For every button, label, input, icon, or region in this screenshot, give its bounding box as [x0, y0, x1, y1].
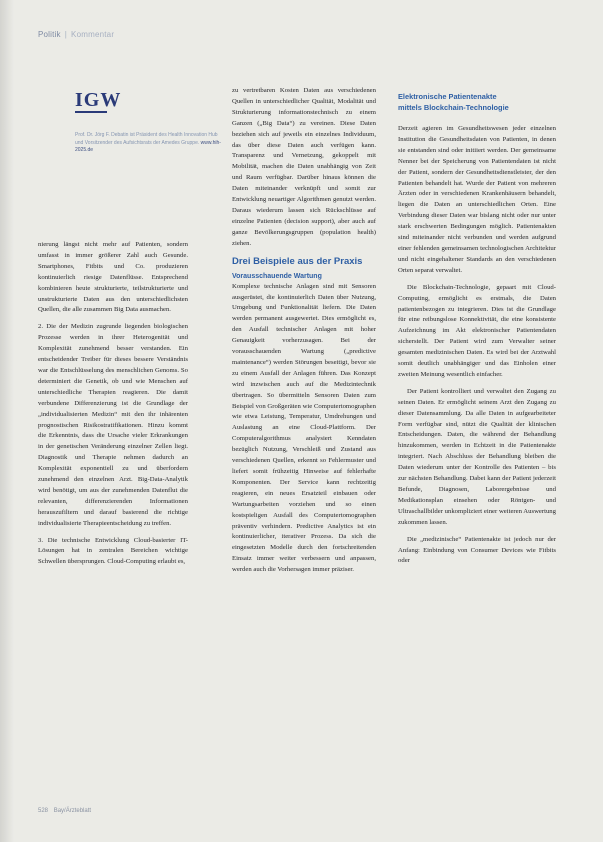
- logo-underline: [75, 111, 107, 113]
- paragraph: nierung längst nicht mehr auf Patienten, sondern umfasst in immer größerer Zahl auch Gesunde. Smartphones, Fitbits und Co. produzieren kontinuierlich riesige Datenflüsse. Entsprechend kombinieren heute strukturierte, teilstrukturierte und unstrukturierte Daten aus den unterschiedlichsten Quellen, die alle zusammen Big Data ausmachen.: [38, 241, 188, 314]
- subsection-label: Kommentar: [71, 30, 115, 39]
- bio-link[interactable]: www.hih-2025.de: [75, 139, 221, 154]
- right-heading-line1: Elektronische Patientenakte: [398, 92, 497, 101]
- page-number: 528: [38, 808, 49, 814]
- section-heading: Drei Beispiele aus der Praxis: [232, 255, 363, 267]
- right-heading-line2: mittels Blockchain-Technologie: [398, 102, 509, 112]
- paragraph: Der Patient kontrolliert und verwaltet den Zugang zu seinen Daten. Er ermöglicht seinem Arzt den Zugang zu dieser Datensammlung. Da alle Daten in aufgearbeiteter Form verfügbar sind, nützt die Qualität der klinischen Entscheidungen. Daten, die während der Behandlung hinzukommen, werden in Echtzeit in die Patientenakte integriert. Nach Abschluss der Behandlung bleiben die Daten wiederum unter der Kontrolle des Patienten – bis zur nächsten Behandlung. Dabei kann der Patient jederzeit Befunde, Diagnosen, Laborergebnisse und Medikationsplan einsehen oder Röntgen- und Ultraschallbilder unkompliziert einer weiteren Auswertung zukommen lassen.: [398, 387, 556, 526]
- paragraph: 2. Die der Medizin zugrunde liegenden biologischen Prozesse werden in ihrer Heterogenität und Komplexität zunehmend besser verstanden. Ein entscheidender Treiber für dieses bessere Verständnis war die Entschlüsselung des menschlichen Genoms. So determiniert die Genetik, ob und wie Menschen auf unterschiedliche Therapien reagieren. Die damit verbundene Differenzierung ist die Grundlage der „individualisierten Medizin“ mit den ihr inhärenten prognostischen Risikostratifikationen. Hinzu kommt die Erkenntnis, dass die Ursache vieler Erkrankungen in der genetischen Veränderung einzelner Zellen liegt. Diagnostik und Therapie nehmen dadurch an Komplexität exponentiell zu und überfordern zunehmend den einzelnen Arzt. Big-Data-Analytik wird benötigt, um aus der zunehmenden Datenflut die relevanten, differenzierenden Informationen herauszufiltern und darauf basierend die richtige individualisierte Therapieentscheidung zu treffen.: [38, 323, 188, 527]
- page-footer: [38, 808, 91, 814]
- bio-text: Prof. Dr. Jörg F. Debatin ist Präsident des Health Innovation Hub und Vorsitzender des Aufsichtsrats der Amedes Gruppe.: [75, 132, 218, 146]
- author-bio: [75, 90, 225, 155]
- paragraph: Die Blockchain-Technologie, gepaart mit Cloud-Computing, ermöglicht es erstmals, die Daten patientenbezogen zu integrieren. Dies ist die Grundlage für eine reibungslose Konnektivität, die eine konsistente Aufzeichnung im Akt elektronischer Patientendaten sicherstellt. Der Patient wird zum Verwalter seiner gesamten medizinischen Daten. Es wird bei der Arztwahl somit deutlich unabhängiger und das Einholen einer zweiten Meinung wesentlich einfacher.: [398, 283, 556, 378]
- subheading: Vorausschauende Wartung: [232, 272, 322, 280]
- paragraph: Derzeit agieren im Gesundheitswesen jeder einzelnen Institution die Gesundheitsdaten von Patienten, in denen sie entstanden sind oder initiiert werden. Der gemeinsame Nenner bei der Speicherung von Patientendaten ist nicht der Patient, sondern der Gesundheitsdienstleister, der den Patienten behandelt hat. Wurde der Patient von mehreren Ärzten oder in verschiedenen Krankenhäusern behandelt, liegen die Daten an unterschiedlichen Orten. Eine Verbindung dieser Daten war bislang nicht oder nur unter stark erschwerten Bedingungen möglich. Patientenakten sind miteinander nicht verbunden und werden aufgrund einer fehlenden gemeinsamen technologischen Architektur und nicht eingehaltener Standards an den verschiedenen Orten separat verwaltet.: [398, 125, 556, 274]
- right-column: [398, 92, 556, 573]
- igw-logo: IGW: [75, 89, 122, 111]
- bio-text-block: [75, 132, 225, 155]
- section-header: [38, 30, 114, 39]
- binding-shadow: [0, 0, 14, 842]
- section-label: Politik: [38, 30, 61, 39]
- left-column: [38, 240, 188, 574]
- paragraph: 3. Die technische Entwicklung Cloud-basierter IT-Lösungen hat in zentralen Bereichen wichtige Schwellen übersprungen. Cloud-Computing erlaubt es,: [38, 536, 188, 566]
- paragraph: Die „medizinische“ Patientenakte ist jedoch nur der Anfang: Einbindung von Consumer Devices wie Fitbits oder: [398, 535, 556, 565]
- paragraph: Komplexe technische Anlagen sind mit Sensoren ausgerüstet, die kontinuierlich Daten über Nutzung, Umgebung und Funktionalität liefern. Die Daten werden permanent ausgewertet. Dies ermöglicht es, den Ausfall technischer Anlagen mit hoher Genauigkeit vorherzusagen. Bei der vorausschauenden Wartung („predictive maintenance“) werden Störungen beseitigt, bevor sie zu einem Ausfall der Anlagen führen. Das Konzept wird inzwischen auch auf die Medizintechnik übertragen. So übermitteln Sensoren Daten zum Beispiel von Großgeräten wie Computertomographen wie etwa Leistung, Temperatur, Umdrehungen und Auslastung an eine Cloud-Plattform. Der Computeralgorithmus analysiert Kenndaten bezüglich Nutzung, Verschleiß und Zustand aus verschiedenen Quellen, erkennt so Fehlermuster und liefert somit frühzeitig Hinweise auf fehlerhafte Komponenten. Der Service kann rechtzeitig reagieren, ein neues Ersatzteil einbauen oder Wartungsarbeiten vorziehen und so einen kostspieligen Ausfall des Computertomographen präventiv verhindern. Predictive Analytics ist ein kontinuierlicher, iterativer Prozess. Da sich die eingesetzten Modelle durch den fortschreitenden Einsatz immer weiter verbessern und anpassen, werden auch die Vorhersagen immer präziser.: [232, 282, 376, 574]
- paragraph: zu vertretbaren Kosten Daten aus verschiedenen Quellen in unterschiedlicher Qualität, Modalität und Strukturierung informationstechnisch zu einem Ganzen („Big Data“) zu vereinen. Diese Daten beziehen sich auf jeweils ein einzelnes Individuum, das über diese Daten auch verfügen kann. Transparenz und Vernetzung, gekoppelt mit Mobilität, machen die Daten unabhängig von Zeit und Raum verfügbar. Darüber hinaus können die Daten miteinander verknüpft und somit zur Entwicklung neuartiger Algorithmen genutzt werden. Daraus wiederum lassen sich Rückschlüsse auf einzelne Patienten (decision support), aber auch auf ganze Bevölkerungsgruppen (population health) ziehen.: [232, 87, 376, 247]
- issue-label: Bay/Ärzteblatt: [53, 808, 92, 814]
- middle-column: [232, 86, 376, 582]
- header-separator: |: [64, 30, 68, 39]
